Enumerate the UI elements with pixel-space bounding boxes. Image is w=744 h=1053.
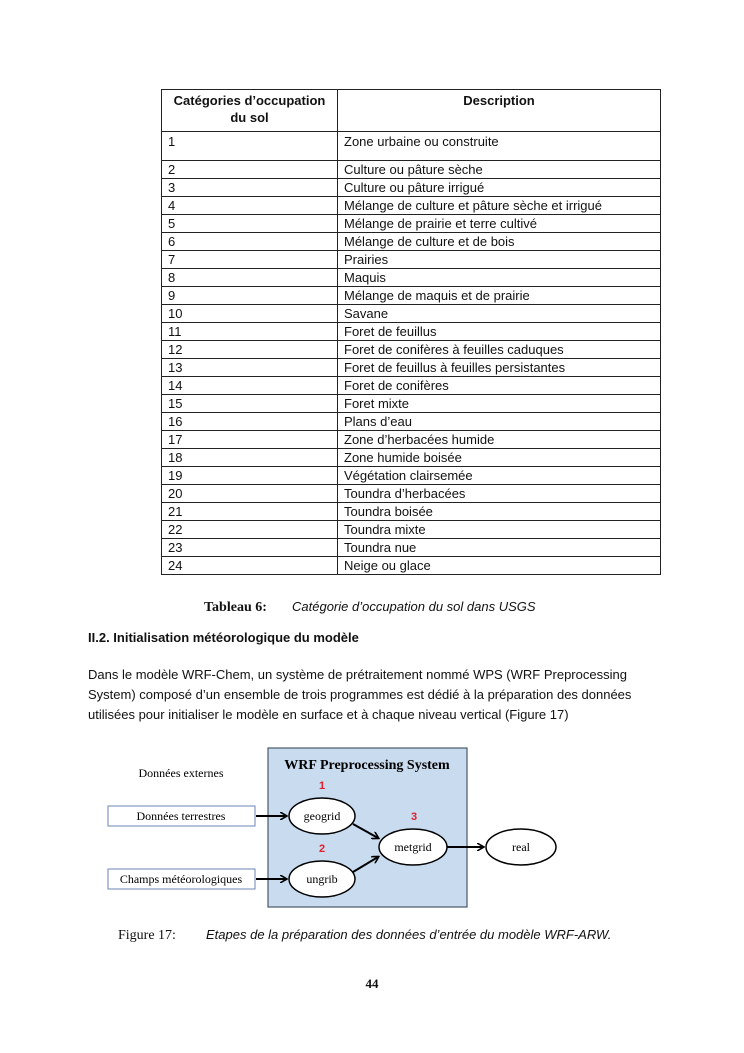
description-cell: Foret de feuillus <box>338 323 661 341</box>
description-cell: Foret mixte <box>338 395 661 413</box>
table-row <box>162 269 661 287</box>
table-row <box>162 539 661 557</box>
category-cell: 9 <box>162 287 338 305</box>
table-row <box>162 431 661 449</box>
external-data-label: Données externes <box>138 766 224 780</box>
description-cell: Toundra d’herbacées <box>338 485 661 503</box>
body-paragraph: Dans le modèle WRF-Chem, un système de prétraitement nommé WPS (WRF Preprocessing System) composé d’un ensemble de trois programmes est dédié à la préparation des données utilisées pour initialiser le modèle en surface et à chaque niveau vertical (Figure 17) <box>88 667 632 722</box>
land-cover-table <box>161 89 661 575</box>
table-row <box>162 467 661 485</box>
description-cell: Mélange de culture et pâture sèche et irrigué <box>338 197 661 215</box>
category-cell: 20 <box>162 485 338 503</box>
category-cell: 7 <box>162 251 338 269</box>
table-row <box>162 413 661 431</box>
description-cell: Zone d’herbacées humide <box>338 431 661 449</box>
table-row <box>162 323 661 341</box>
table-row <box>162 305 661 323</box>
table-header-category: Catégories d’occupation du sol <box>162 90 338 132</box>
category-cell: 23 <box>162 539 338 557</box>
category-cell: 17 <box>162 431 338 449</box>
table-header-description: Description <box>338 90 661 132</box>
description-cell: Toundra boisée <box>338 503 661 521</box>
category-cell: 21 <box>162 503 338 521</box>
metgrid-label: metgrid <box>394 840 432 854</box>
description-cell: Neige ou glace <box>338 557 661 575</box>
description-cell: Zone urbaine ou construite <box>338 132 661 161</box>
table-row <box>162 251 661 269</box>
geogrid-label: geogrid <box>303 809 341 823</box>
description-cell: Foret de conifères <box>338 377 661 395</box>
meteo-fields-label: Champs météorologiques <box>119 872 243 886</box>
table-row <box>162 485 661 503</box>
step-number-1: 1 <box>318 780 326 792</box>
table-row <box>162 521 661 539</box>
terrestrial-data-label: Données terrestres <box>136 809 226 823</box>
description-cell: Végétation clairsemée <box>338 467 661 485</box>
figure-label: Figure 17: <box>118 928 176 943</box>
description-cell: Zone humide boisée <box>338 449 661 467</box>
table-row <box>162 197 661 215</box>
page-number: 44 <box>365 976 379 991</box>
figure-caption <box>118 927 611 944</box>
category-cell: 13 <box>162 359 338 377</box>
description-cell: Foret de feuillus à feuilles persistantes <box>338 359 661 377</box>
table-row <box>162 132 661 161</box>
category-cell: 24 <box>162 557 338 575</box>
real-label: real <box>512 840 530 854</box>
description-cell: Mélange de maquis et de prairie <box>338 287 661 305</box>
description-cell: Maquis <box>338 269 661 287</box>
category-cell: 4 <box>162 197 338 215</box>
table-row <box>162 179 661 197</box>
category-cell: 10 <box>162 305 338 323</box>
category-cell: 22 <box>162 521 338 539</box>
table-row <box>162 161 661 179</box>
step-number-2: 2 <box>318 843 326 855</box>
table-row <box>162 341 661 359</box>
table-row <box>162 287 661 305</box>
table-caption-text: Catégorie d’occupation du sol dans USGS <box>292 599 536 614</box>
step-number-3: 3 <box>410 811 418 823</box>
section-heading: II.2. Initialisation météorologique du modèle <box>88 630 359 645</box>
description-cell: Foret de conifères à feuilles caduques <box>338 341 661 359</box>
category-cell: 16 <box>162 413 338 431</box>
category-cell: 1 <box>162 132 338 161</box>
description-cell: Toundra mixte <box>338 521 661 539</box>
category-cell: 18 <box>162 449 338 467</box>
table-row <box>162 449 661 467</box>
figure-caption-text: Etapes de la préparation des données d’entrée du modèle WRF-ARW. <box>206 927 612 942</box>
table-row <box>162 233 661 251</box>
category-cell: 15 <box>162 395 338 413</box>
category-cell: 12 <box>162 341 338 359</box>
ungrib-label: ungrib <box>306 872 338 886</box>
category-cell: 2 <box>162 161 338 179</box>
wps-title: WRF Preprocessing System <box>284 758 450 773</box>
wps-diagram <box>0 745 744 915</box>
wps-flow-diagram <box>0 745 744 915</box>
table-row <box>162 503 661 521</box>
table-row <box>162 359 661 377</box>
category-cell: 3 <box>162 179 338 197</box>
description-cell: Culture ou pâture irrigué <box>338 179 661 197</box>
description-cell: Savane <box>338 305 661 323</box>
description-cell: Toundra nue <box>338 539 661 557</box>
description-cell: Plans d’eau <box>338 413 661 431</box>
table-caption-label: Tableau 6: <box>204 600 267 615</box>
category-cell: 8 <box>162 269 338 287</box>
table-row <box>162 395 661 413</box>
table-row <box>162 215 661 233</box>
category-cell: 6 <box>162 233 338 251</box>
category-cell: 11 <box>162 323 338 341</box>
table-caption <box>204 599 536 616</box>
category-cell: 19 <box>162 467 338 485</box>
description-cell: Culture ou pâture sèche <box>338 161 661 179</box>
category-cell: 5 <box>162 215 338 233</box>
category-cell: 14 <box>162 377 338 395</box>
description-cell: Prairies <box>338 251 661 269</box>
table-row <box>162 377 661 395</box>
table-row <box>162 557 661 575</box>
description-cell: Mélange de culture et de bois <box>338 233 661 251</box>
description-cell: Mélange de prairie et terre cultivé <box>338 215 661 233</box>
